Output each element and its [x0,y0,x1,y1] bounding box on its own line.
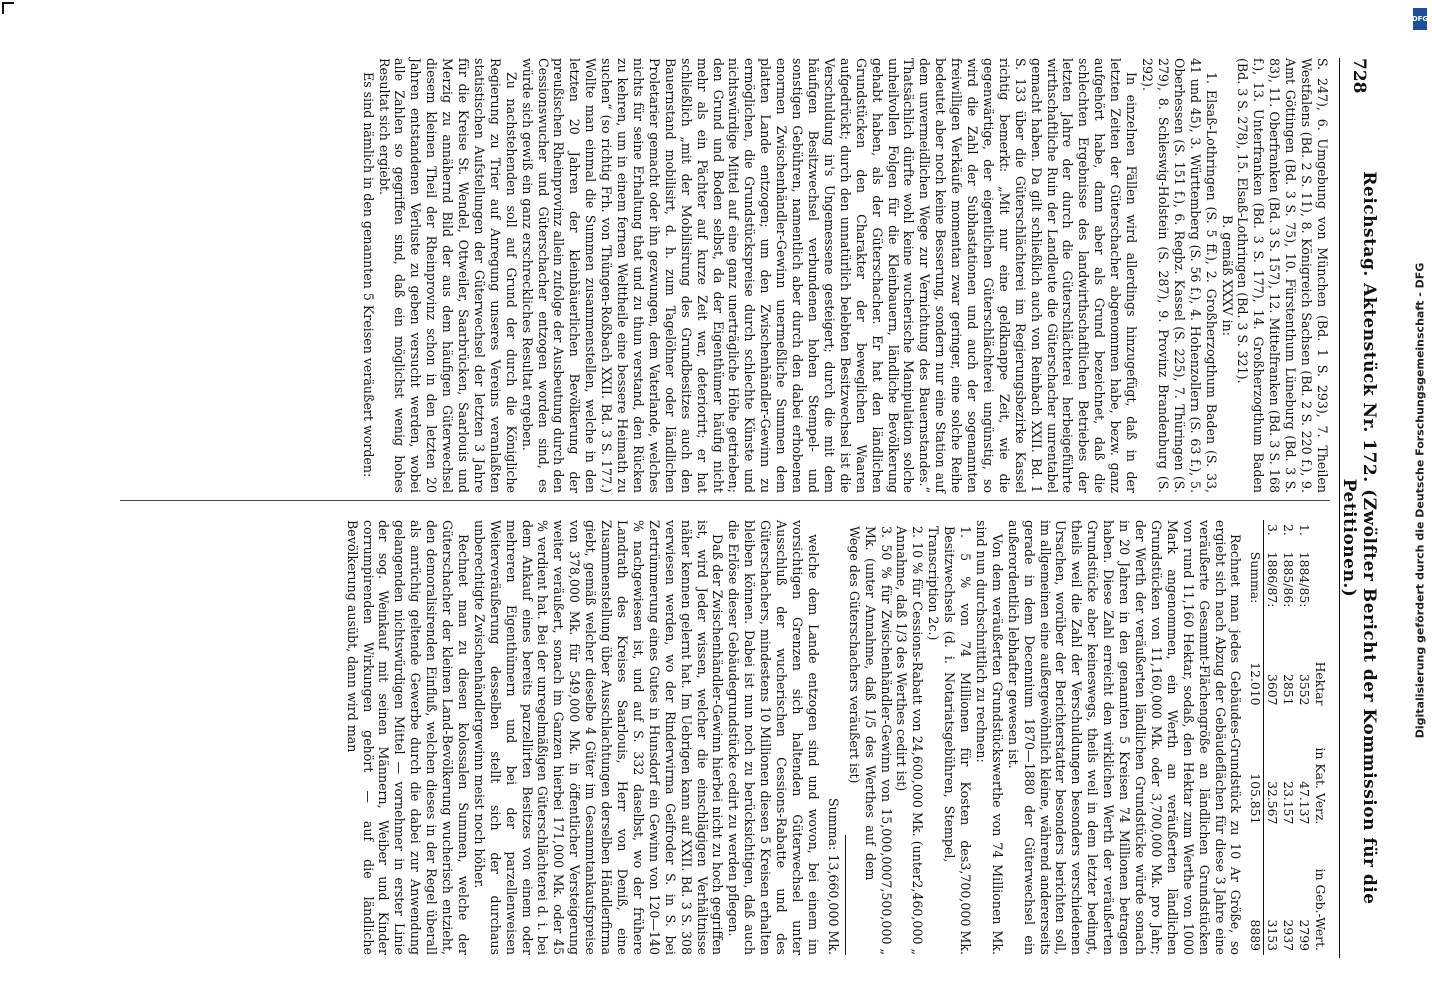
list-item [894,526,926,955]
paragraph: In einzelnen Fällen wird allerdings hinzugefügt, daß in der letzten Zeiten der Güterschacher abgenommen habe, bezw. ganz aufgehört habe, dann aber als Grund bezeichnet, daß die schlechten Ergebnisse des landwirthschaftlichen Betriebes der letzten Jahre der durch die Güterschlächterei herbeigeführte wirthschaftliche Ruin der Landleute die Güterschacher unrentabel gemacht haben. Da gilt schließlich auch von Reinbach XXII. Bd. 1 S. 133 über die Güterschlächterei im Regierungsbezirke Kassel richtig bemerkt: „Mit nur eine geldknappe Zeit, wie die gegenwärtige, der eigentlichen Güterschlächterei ungünstig, so wird die Zahl der Subhastationen und auch der sogenannten freiwilligen Verkäufe momentan zwar geringer, eine solche Reihe bedeutet aber noch keine Besserung, sondern nur eine Station auf dem unvermeidlichen Wege zur Vernichtung des Bauernstandes.“ Thatsächlich dürfte wohl keine wucherische Manipulation solche unheilvollen Folgen für die Kleinbauern, ländliche Bevölkerung gehabt haben, als der Güterschacher. Er hat den ländlichen Grundstücken den Charakter der beweglichen Waaren aufgedrückt; durch den unnatürlich belebten Besitzwechsel ist die Verschuldung in's Ungemessene gesteigert; durch die mit dem häufigen Besitzwechsel verbundenen hohen Stempel- und sonstigen Gebühren, namentlich aber durch den dabei erhobenen enormen Zwischenhändler-Gewinn unermeßliche Summen dem platten Lande entzogen; um den Zwischenhändler-Gewinn zu ermöglichen, die Grundstückspreise durch schlechte Künste und nichtswürdige Mittel auf eine ganz unerträgliche Höhe getrieben; den Grund und Boden selbst, da der Eigenthümer häufig nicht mehr als ein Pächter auf kurze Zeit war, deteriorirt; er hat schließlich „mit der Mobilisirung des Grundbesitzes auch den Bauernstand mobilisirt, d. h. zum Tagelöhner oder ländlichen Proletarier gemacht oder ihn gezwungen, dem Vaterlande, welches nichts für seine Erhaltung that und zu thun verstand, den Rücken zu kehren, um in einem fernen Welttheile eine bessere Heimath zu suchen“ (so richtig Frh. von Thüngen-Roßbach XXII. Bd. 3 S. 177.) Wollte man einmal die Summen zusammenstellen, welche in den letzten 20 Jahren der kleinbäuerlichen Bevölkerung der preußischen Rheinprovinz allein zufolge der Ausbeutung durch den Cessionswucher und Güterschacher entzogen worden sind, es würde sich gewiß ein ganz erschreckliches Resultat ergeben. [519,58,1140,493]
dfg-logo: DFG [1413,8,1427,30]
paragraph: Rechnet man jedes Gebäudes-Grundstück zu 10 Ar Größe, so ergiebt sich nach Abzug der Gebäudeflächen für diese 3 Jahre eine veräußerte Gesammt-Flächengröße an ländlichen Grundstücken von rund 11,160 Hektar, sodaß, den Hektar zum Werthe von 1000 Mark angenommen, ein Werth an veräußerten ländlichen Grundstücken von 11,160,000 Mk. oder 3,700,000 Mk. pro Jahr; der Werth der veräußerten ländlichen Grundstücke würde sonach in 20 Jahren in den genannten 5 Kreisen 74 Millionen betragen haben. Diese Zahl erreicht den wirklichen Werth der veräußerten Grundstücke aber keineswegs, theils weil in dem letzter bedingt, theils weil die Zahl der Verschuldungen besonders verschiedenen Ursachen, worüber der Berichterstatter besonders berichten soll, im allgemeinen eine außergewöhnlich kleine, während andererseits gerade in dem Decennium 1870—1880 der Güterwechsel ein außerordentlich lebhafter gewesen ist. [1005,520,1244,955]
table-row [1296,520,1312,955]
section-heading: B. gemäß XXXV in: [1219,214,1235,337]
column-divider [120,500,1330,501]
paragraph: Zu nachstehenden soll auf Grund der durch die Königliche Regierung zu Trier auf Anregung unseres Vereins veranlaßten statistischen Aufstellungen der Güterwechsel der letzten 3 Jahre für die Kreise St. Wendel, Ottweiler, Saarbrücken, Saarlouis und Merzig zu annähernd Bild der aus dem häufigen Güterwechsel diesem kleinen Theil der Rheinprovinz schon in den letzten 20 Jahren entstandenen Verluste zu geben versucht werden, wobei alle Zahlen so gegriffen sind, daß ein möglichst wenig hohes Resultat sich ergiebt. [376,58,519,493]
row-value: 3153 [1265,919,1281,951]
paragraph: S. 247), 6. Umgebung von München (Bd. 1 S. 293), 7. Theilen Westfalens (Bd. 2 S. 11), 8. Königreich Sachsen (Bd. 2 S. 220 f.), 9. Amt Göttingen (Bd. 3 S. 75), 10. Fürstenthum Lüneburg (Bd. 3 S. 83), 11. Oberfranken (Bd. 3 S. 157), 12. Mittelfranken (Bd. 3 S. 168 f.), 13. Unterfranken (Bd. 3 S. 177), 14. Großherzogthum Baden (Bd. 3 S. 278), 15. Elsaß-Lothringen (Bd. 3 S. 321). [1235,58,1330,493]
paragraph: Daß der Zwischenhändler-Gewinn hierbei nicht zu hoch gegriffen ist, wird Jeder wissen, welcher die einschlägigen Verhältnisse näher kennen gelernt hat. Im Uebrigen kann auf XXII. Bd. 3 S. 308 verwiesen werden, wo der Rinderwirma Geifroder S. in S. bei Zertrümmerung eines Gutes in Hunsdorf ein Gewinn von 120—140 % nachgewiesen ist, und auf S. 332 daselbst, wo der frühere Landrath des Kreises Saarlouis, Herr von Deniß, eine Zusammenstellung über Ausschlachtungen derselben Händlerfirma giebt, gemäß welcher dieselbe 4 Güter im Gesammtankaufspreise von 378,000 Mk. für 549,000 Mk. in öffentlicher Versteigerung weiter veräußert, sonach im Ganzen hierbei 171,000 Mk. oder 45 % verdient hat. Bei der unregelmäßigen Güterschlächterei d. i. bei dem Ankauf eines bereits parzellirten Besitzes von einem oder mehreren Eigenthümern und bei der parzellenweisen Weiterveräußerung desselben stellt sich der durchaus unberechtigte Zwischenhändlergewinn meist noch höher. [471,520,726,955]
row-hectare: 2851 [1281,674,1297,706]
item-label: 2. 10 % für Cessions-Rabatt von 24,600,000 Mk. (unter Annahme, daß 1/3 des Werthes cedirt ist) [894,526,926,881]
paragraph: welche dem Lande entzogen sind und wovon, bei einem im vorsichtigen Grenzen sich haltenden Güterwechsel unter Ausschluß der wucherischen Cessions-Rabatte und des Güterschachers, mindestens 10 Millionen diesen 5 Kreisen erhalten bleiben können. Dabei ist nun noch zu berücksichtigen, daß auch die Erlöse dieser Gebäudegrundstücke cedirt zu werden pflegen. [726,520,821,955]
list-item [925,526,973,955]
paragraph: Von dem veräußerten Grundstückswerthe von 74 Millionen Mk. sind nun durchschnittlich zu rechnen: [973,520,1005,955]
sales-table [1247,520,1328,955]
row-parcels: 47.137 [1297,781,1313,825]
item-amount: 2,460,000 „ [910,880,926,955]
header-value: in Geb.-Wert. [1313,868,1328,951]
sum-label: Summa: [1247,548,1263,637]
row-hectare: 3552 [1297,674,1313,706]
row-index: 2. [1281,524,1297,536]
item-amount: 7,500,000 „ [878,880,894,955]
total-label: Summa: [825,797,841,851]
row-hectare: 3607 [1265,674,1281,706]
dfg-margin-note [1410,0,1430,1000]
row-year: 1886/87: [1265,551,1281,608]
table-header-row [1312,520,1328,955]
paragraph: Es sind nämlich in den genannten 5 Kreisen veräußert worden: [360,72,376,478]
paragraph: Rechnet man zu diesen kolossalen Summen, welche der Güterschacher der kleinen Land-Bevölkerung wucherisch entzieht, den demoralisirenden Einfluß, welchen dieses in der Regel überall als anrüchig geltende Gewerbe durch die dabei zur Anwendung gelangenden nichtswürdigen Mittel — vornehmer in erster Linie der sog. Weinkauf mit seinen Männern, Weiber und Kinder corrumpirenden Wirkungen gehört — auf die ländliche Bevölkerung ausübt, dann wird man [344,520,471,955]
item-label: 1. 5 % von 74 Millionen für Kosten des Besitzwechsels (d. i. Notariatsgebühren, Stempel, Transcription 2c.) [926,526,974,863]
row-value: 2937 [1281,919,1297,951]
cost-total [825,520,841,955]
item-amount: 3,700,000 Mk. [958,862,974,955]
sum-hectare: 12.010 [1247,637,1263,710]
dfg-note-text: Digitalisierung gefördert durch die Deutsche Forschungsgemeinschaft - DFG [1413,262,1427,738]
header-rule [1339,58,1340,958]
item-label: 3. 50 % für Zwischenhändler-Gewinn von 15,000,000 Mk. (unter Annahme, daß 1/5 des Werthes auf dem Wege des Güterschachers veräußert ist) [846,526,894,881]
table-row [1264,520,1280,955]
header-hectare: Hektar [1313,661,1328,706]
cost-list [846,526,973,955]
row-index: 1. [1297,524,1313,536]
page-header [1339,58,1379,958]
sum-value: 8889 [1247,828,1263,955]
row-parcels: 23.157 [1281,781,1297,825]
row-year: 1884/85: [1297,551,1313,608]
table-sum-row [1247,520,1263,955]
right-column [344,520,1330,955]
row-parcels: 32.567 [1265,781,1281,825]
header-parcels: in Kat. Verz. [1313,747,1328,825]
row-year: 1885/86: [1281,551,1297,608]
total-amount: 13,660,000 Mk. [825,854,841,955]
running-title: Reichstag. Aktenstück Nr. 172. (Zwölfter Bericht der Kommission für die Petitionen.) [1339,171,1379,905]
row-value: 2799 [1297,919,1313,951]
list-item [846,526,894,955]
page-number: 728 [1349,58,1369,94]
left-column [360,58,1330,493]
row-index: 3. [1265,524,1281,536]
sum-parcels: 105.851 [1247,710,1263,829]
paragraph: 1. Elsaß-Lothringen (S. 5 ff.), 2. Großherzogthum Baden (S. 33, 41 und 45), 3. Württemberg (S. 56 f.), 4. Hohenzollern (S. 63 f.), 5. Oberhessen (S. 151 f.), 6. Regbz. Kassel (S. 225), 7. Thüringen (S. 279), 8. Schleswig-Holstein (S. 287), 9. Provinz Brandenburg (S. 292). [1140,58,1219,493]
table-row [1280,520,1296,955]
